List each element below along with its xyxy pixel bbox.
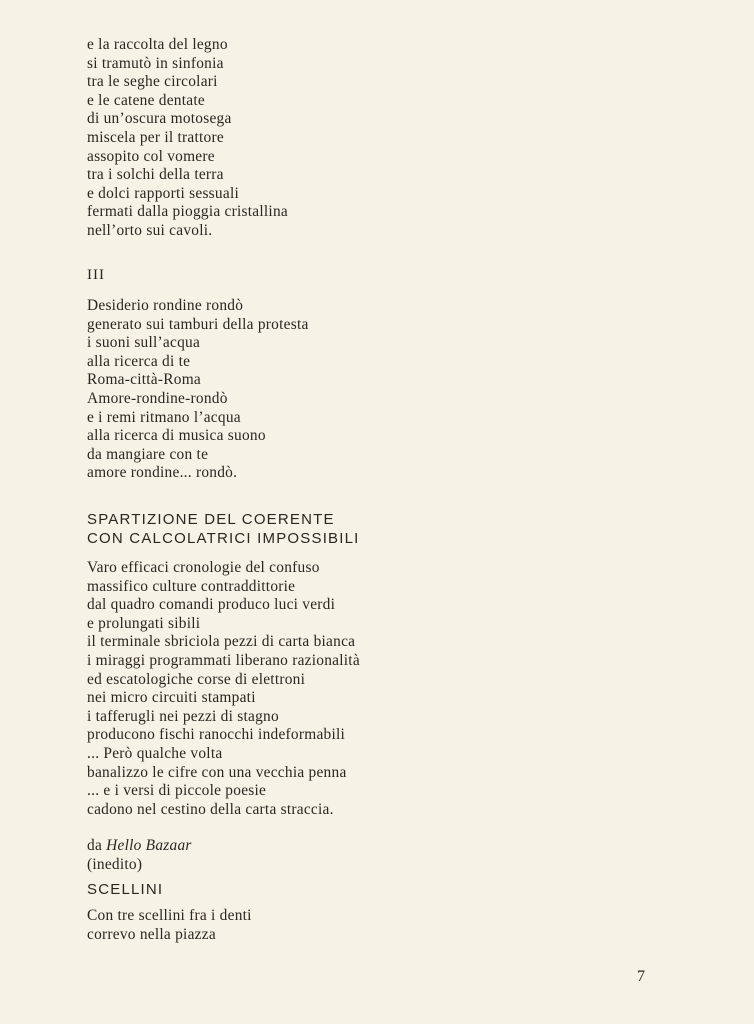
poem-title (87, 510, 360, 548)
poem-line: assopito col vomere (87, 147, 215, 165)
source-citation (87, 837, 192, 874)
poem-body (87, 907, 252, 944)
poem-body (87, 559, 360, 819)
poem-title: SCELLINI (87, 881, 164, 898)
poem-line: i miraggi programmati liberano razionalità (87, 651, 360, 669)
poem-line: correvo nella piazza (87, 925, 216, 943)
poem-line: Con tre scellini fra i denti (87, 907, 252, 924)
poem-line: e dolci rapporti sessuali (87, 184, 239, 202)
poem-continuation (87, 36, 288, 241)
poem-line: i tafferugli nei pezzi di stagno (87, 707, 279, 725)
poem-line: i suoni sull’acqua (87, 334, 201, 352)
poem-line: Desiderio rondine rondò (87, 297, 244, 314)
source-line (87, 837, 192, 856)
poem-line: e la raccolta del legno (87, 36, 228, 53)
poem-line: Roma-città-Roma (87, 371, 202, 389)
poem-line: nei micro circuiti stampati (87, 689, 256, 707)
poem-title-line: CON CALCOLATRICI IMPOSSIBILI (87, 530, 360, 547)
poem-line: generato sui tamburi della protesta (87, 315, 309, 333)
poem-line: il terminale sbriciola pezzi di carta bianca (87, 633, 356, 651)
poem-line: Amore-rondine-rondò (87, 389, 228, 407)
source-note: (inedito) (87, 855, 143, 873)
poem-line: alla ricerca di musica suono (87, 427, 266, 445)
poem-line: alla ricerca di te (87, 352, 191, 370)
poem-line: di un’oscura motosega (87, 110, 232, 128)
poem-line: massifico culture contraddittorie (87, 577, 296, 595)
poem-line: ed escatologiche corse di elettroni (87, 670, 306, 688)
poem-line: nell’orto sui cavoli. (87, 221, 213, 239)
section-numeral: III (87, 267, 105, 283)
poem-line: banalizzo le cifre con una vecchia penna (87, 763, 347, 781)
poem-line: e prolungati sibili (87, 614, 201, 632)
poem-line: amore rondine... rondò. (87, 464, 238, 482)
section-three-stanza (87, 297, 309, 483)
poem-line: cadono nel cestino della carta straccia. (87, 800, 334, 818)
poem-line: dal quadro comandi produco luci verdi (87, 596, 336, 614)
source-book-title: Hello Bazaar (106, 837, 192, 854)
poem-line: da mangiare con te (87, 445, 209, 463)
poem-line: e le catene dentate (87, 91, 205, 109)
poem-line: producono fischi ranocchi indeformabili (87, 726, 346, 744)
poem-line: miscela per il trattore (87, 128, 224, 146)
poem-line: fermati dalla pioggia cristallina (87, 203, 288, 221)
poem-line: tra le seghe circolari (87, 73, 218, 91)
poem-line: ... e i versi di piccole poesie (87, 782, 267, 800)
poem-line: Varo efficaci cronologie del confuso (87, 559, 320, 576)
poem-line: si tramutò in sinfonia (87, 54, 224, 72)
poem-title-line: SPARTIZIONE DEL COERENTE (87, 511, 335, 528)
poem-line: e i remi ritmano l’acqua (87, 408, 241, 426)
poem-line: tra i solchi della terra (87, 166, 224, 184)
page-number: 7 (637, 968, 645, 985)
source-prefix: da (87, 837, 107, 854)
poem-line: ... Però qualche volta (87, 744, 223, 762)
